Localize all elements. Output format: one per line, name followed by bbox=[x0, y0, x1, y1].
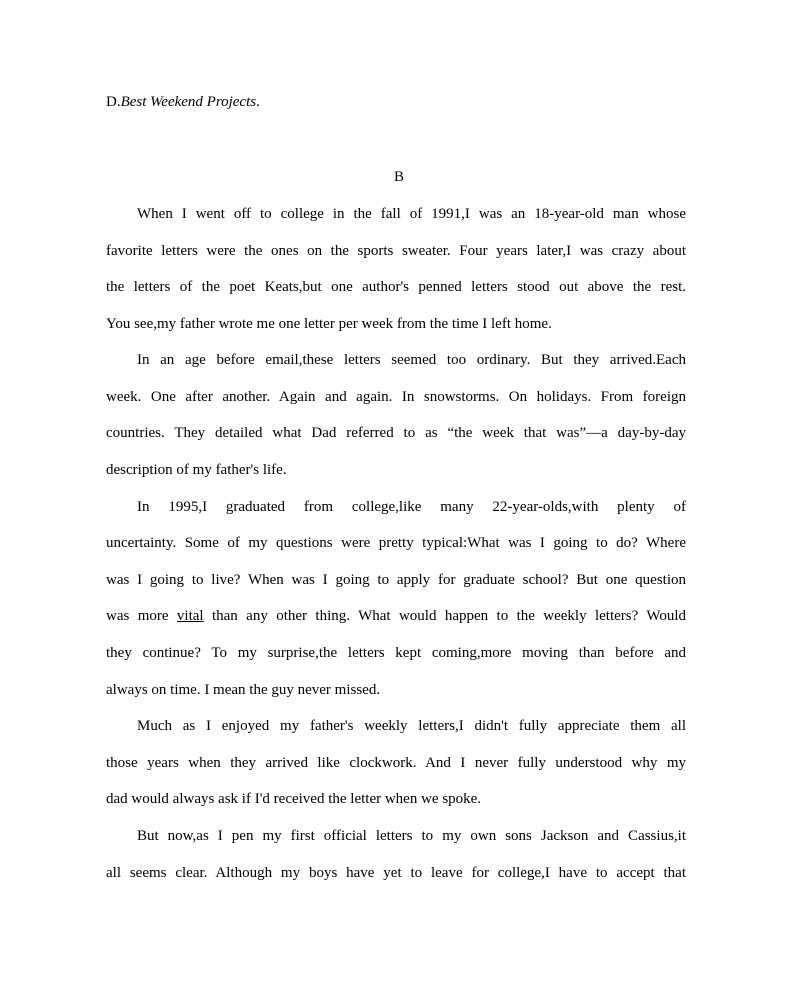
text-line: favorite letters were the ones on the sports sweater. Four years later,I was crazy about bbox=[106, 243, 686, 259]
text-line: You see,my father wrote me one letter per week from the time I left home. bbox=[106, 316, 552, 332]
text-line: uncertainty. Some of my questions were pretty typical:What was I going to do? Where bbox=[106, 535, 686, 551]
text-line: But now,as I pen my first official letters to my own sons Jackson and Cassius,it bbox=[137, 828, 686, 844]
section-heading: B bbox=[393, 169, 404, 185]
option-letter: D. bbox=[106, 94, 121, 110]
underlined-word: vital bbox=[176, 608, 204, 624]
text-line: they continue? To my surprise,the letters kept coming,more moving than before and bbox=[106, 645, 686, 661]
text-line: Much as I enjoyed my father's weekly letters,I didn't fully appreciate them all bbox=[137, 718, 686, 734]
text-line: countries. They detailed what Dad referred to as “the week that was”—a day-by-day bbox=[106, 425, 686, 441]
text-line: dad would always ask if I'd received the letter when we spoke. bbox=[106, 791, 482, 807]
text-line-with-underline bbox=[106, 606, 686, 626]
text-line: the letters of the poet Keats,but one author's penned letters stood out above the rest. bbox=[106, 279, 686, 295]
text-line: week. One after another. Again and again. In snowstorms. On holidays. From foreign bbox=[106, 389, 686, 405]
text-line: always on time. I mean the guy never missed. bbox=[106, 682, 381, 698]
option-period: . bbox=[256, 94, 260, 110]
text-line: those years when they arrived like clockwork. And I never fully understood why my bbox=[106, 755, 686, 771]
option-text: Best Weekend Projects bbox=[120, 94, 257, 110]
text-line: In 1995,I graduated from college,like many 22-year-olds,with plenty of bbox=[137, 499, 686, 515]
text-line: description of my father's life. bbox=[106, 462, 287, 478]
text-line: In an age before email,these letters seemed too ordinary. But they arrived.Each bbox=[137, 352, 686, 368]
text-segment: was more bbox=[106, 608, 169, 624]
text-line: was I going to live? When was I going to apply for graduate school? But one question bbox=[106, 572, 686, 588]
text-line: all seems clear. Although my boys have yet to leave for college,I have to accept that bbox=[106, 865, 686, 881]
text-segment: than any other thing. What would happen to the weekly letters? Would bbox=[211, 608, 687, 624]
answer-option-d bbox=[106, 92, 260, 112]
text-line: When I went off to college in the fall of 1991,I was an 18-year-old man whose bbox=[137, 206, 686, 222]
